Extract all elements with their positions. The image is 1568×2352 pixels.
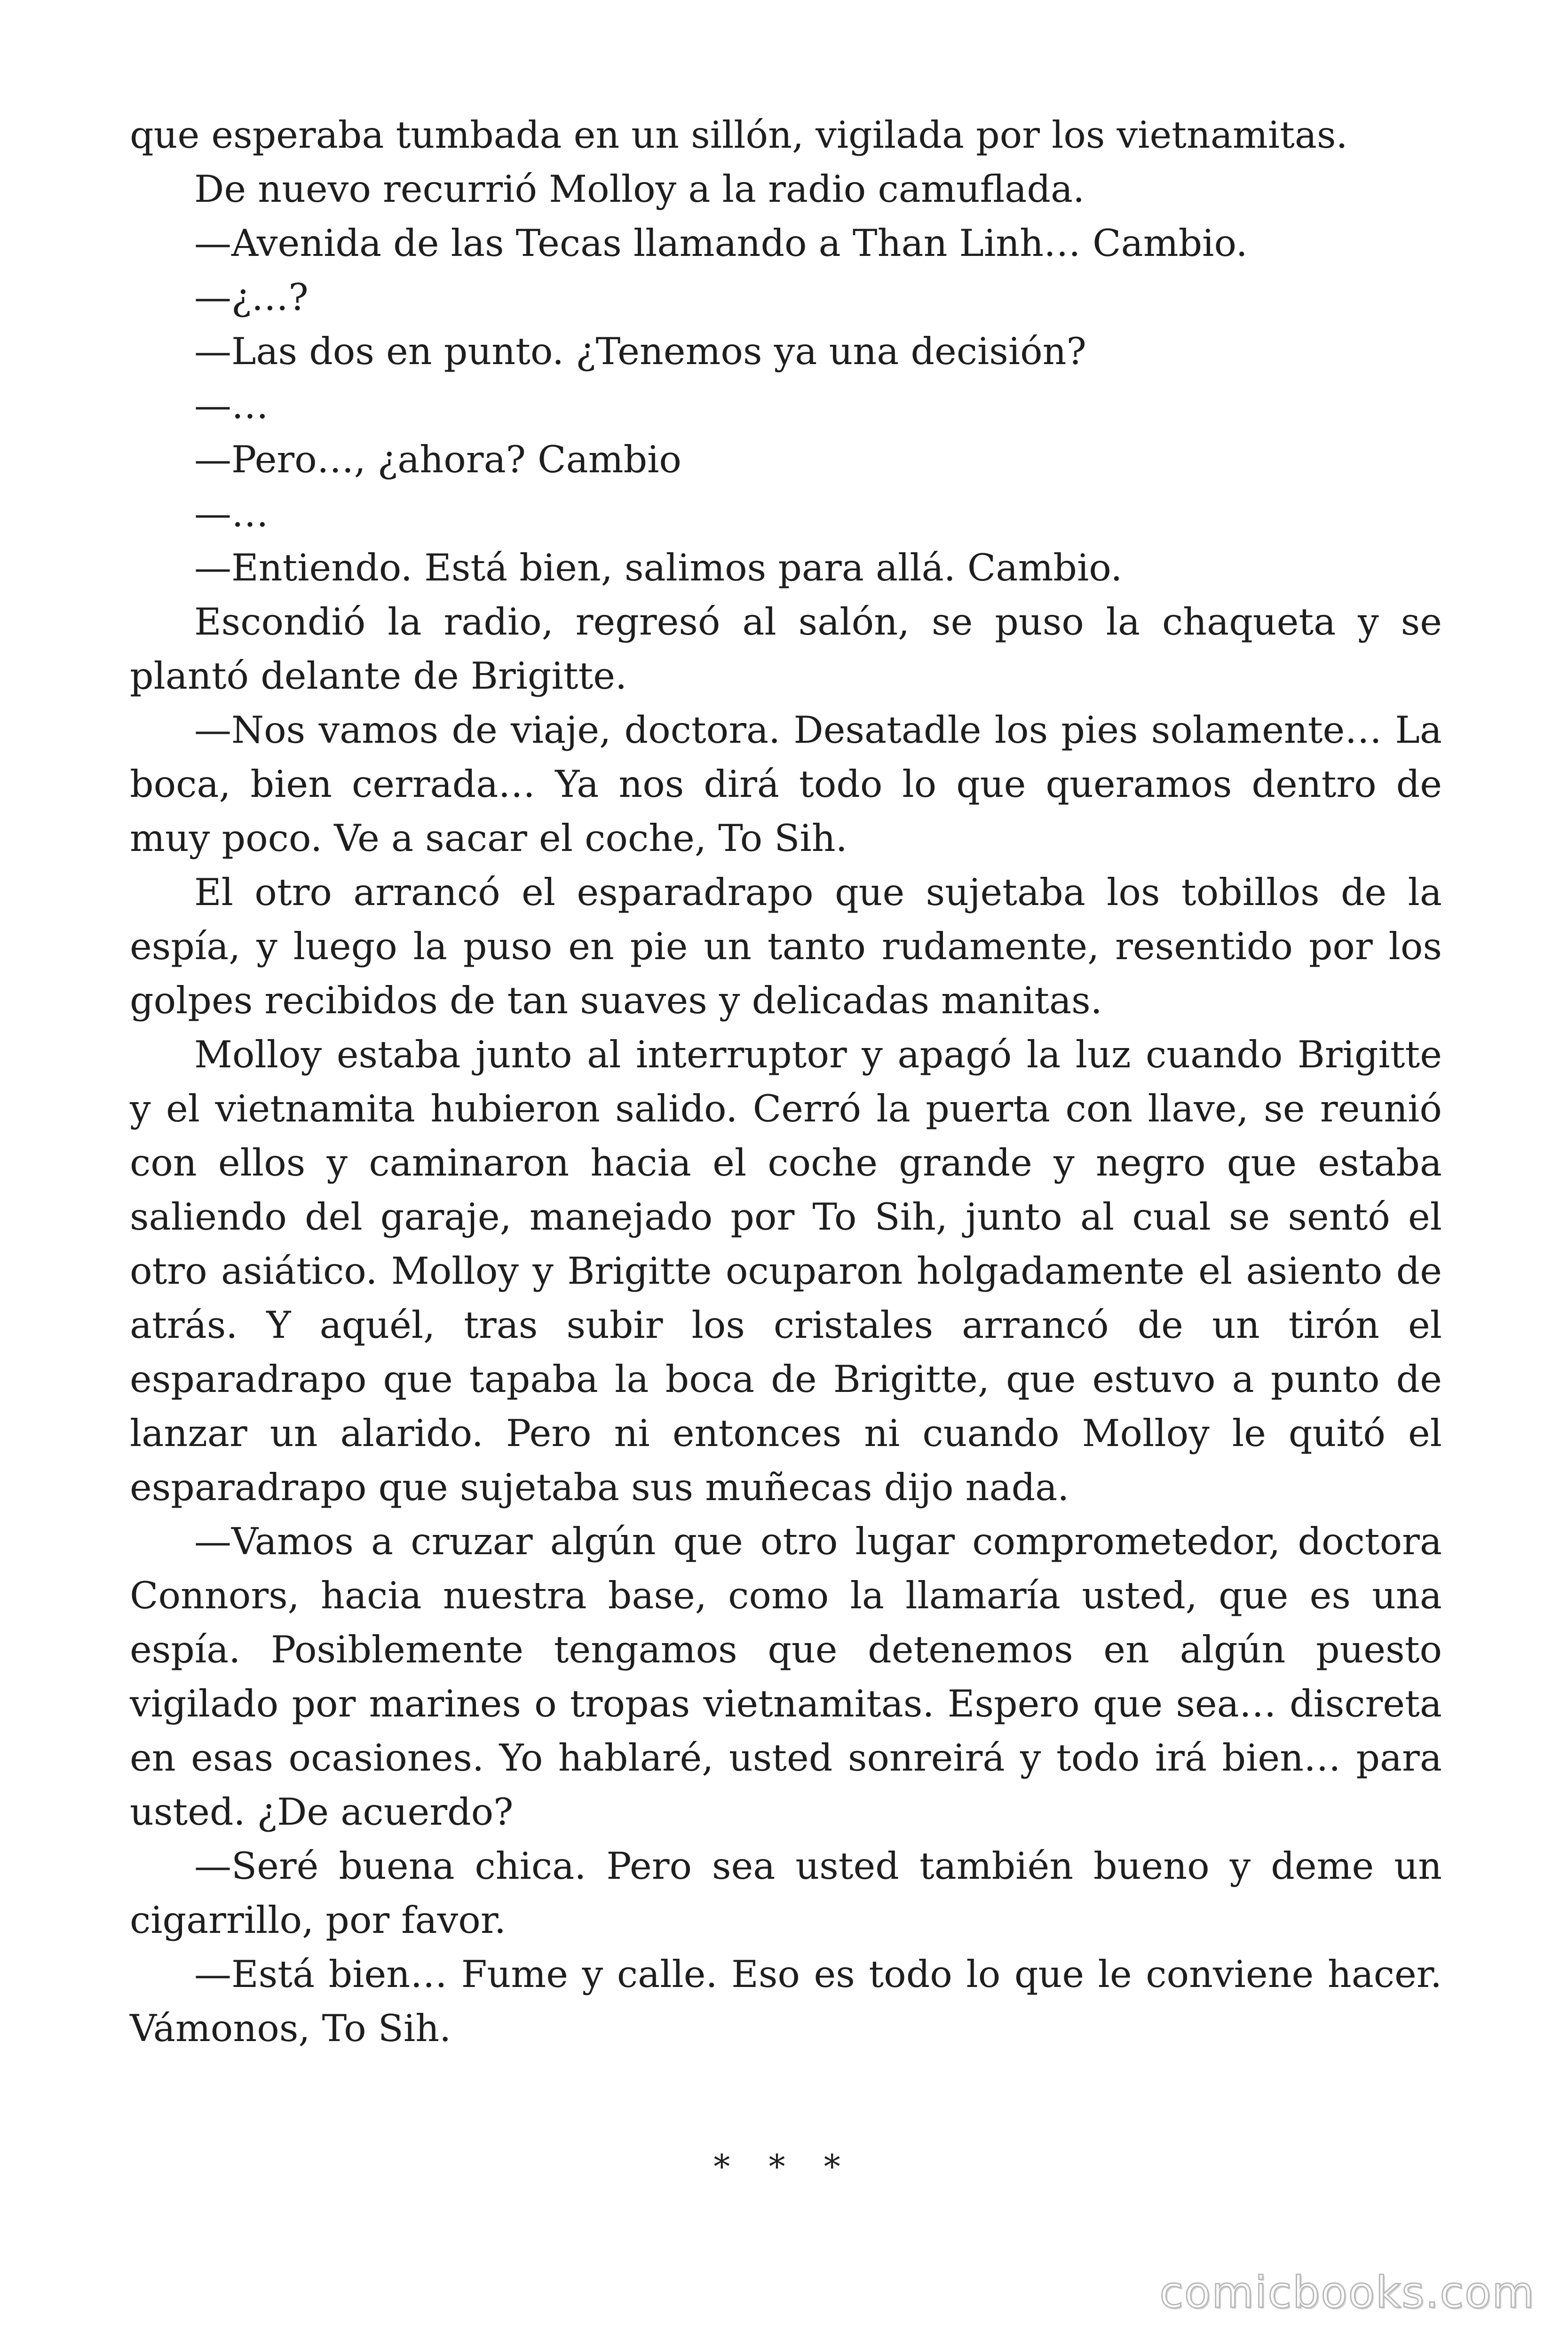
paragraph: Molloy estaba junto al interruptor y apagó la luz cuando Brigitte y el vietnamita hubieron salido. Cerró la puerta con llave, se reunió con ellos y caminaron hacia el coche grande y negro que estaba saliendo del garaje, manejado por To Sih, junto al cual se sentó el otro asiático. Molloy y Brigitte ocuparon holgadamente el asiento de atrás. Y aquél, tras subir los cristales arrancó de un tirón el esparadrapo que tapaba la boca de Brigitte, que estuvo a punto de lanzar un alarido. Pero ni entonces ni cuando Molloy le quitó el esparadrapo que sujetaba sus muñecas dijo nada. — [130, 1033, 1442, 1509]
dialogue-line: —Está bien… Fume y calle. Eso es todo lo que le conviene hacer. Vámonos, To Sih. — [130, 1953, 1442, 2050]
paragraph: De nuevo recurrió Molloy a la radio camuflada. — [194, 167, 1085, 211]
dialogue-line: —Nos vamos de viaje, doctora. Desatadle los pies solamente… La boca, bien cerrada… Ya nos dirá todo lo que queramos dentro de muy poco. Ve a sacar el coche, To Sih. — [130, 708, 1442, 860]
dialogue-line: —Entiendo. Está bien, salimos para allá. Cambio. — [194, 546, 1123, 589]
watermark: comicbooks.com — [1159, 2267, 1535, 2318]
dialogue-line: —… — [194, 492, 269, 535]
section-separator: * * * — [713, 2147, 855, 2186]
dialogue-line: —Las dos en punto. ¿Tenemos ya una decisión? — [194, 330, 1086, 373]
dialogue-line: —Avenida de las Tecas llamando a Than Linh… Cambio. — [194, 222, 1248, 265]
paragraph: El otro arrancó el esparadrapo que sujetaba los tobillos de la espía, y luego la puso en pie un tanto rudamente, resentido por los golpes recibidos de tan suaves y delicadas manitas. — [130, 871, 1442, 1022]
paragraph: Escondió la radio, regresó al salón, se puso la chaqueta y se plantó delante de Brigitte. — [130, 600, 1442, 698]
paragraph: que esperaba tumbada en un sillón, vigilada por los vietnamitas. — [130, 113, 1348, 157]
page-text — [130, 108, 1442, 2056]
dialogue-line: —… — [194, 384, 269, 427]
dialogue-line: —Vamos a cruzar algún que otro lugar comprometedor, doctora Connors, hacia nuestra base, como la llamaría usted, que es una espía. Posiblemente tengamos que detenemos en algún puesto vigilado por marines o tropas vietnamitas. Espero que sea… discreta en esas ocasiones. Yo hablaré, usted sonreirá y todo irá bien… para usted. ¿De acuerdo? — [130, 1520, 1442, 1834]
dialogue-line: —Seré buena chica. Pero sea usted también bueno y deme un cigarrillo, por favor. — [130, 1844, 1442, 1942]
dialogue-line: —¿…? — [194, 276, 309, 319]
dialogue-line: —Pero…, ¿ahora? Cambio — [194, 438, 681, 481]
